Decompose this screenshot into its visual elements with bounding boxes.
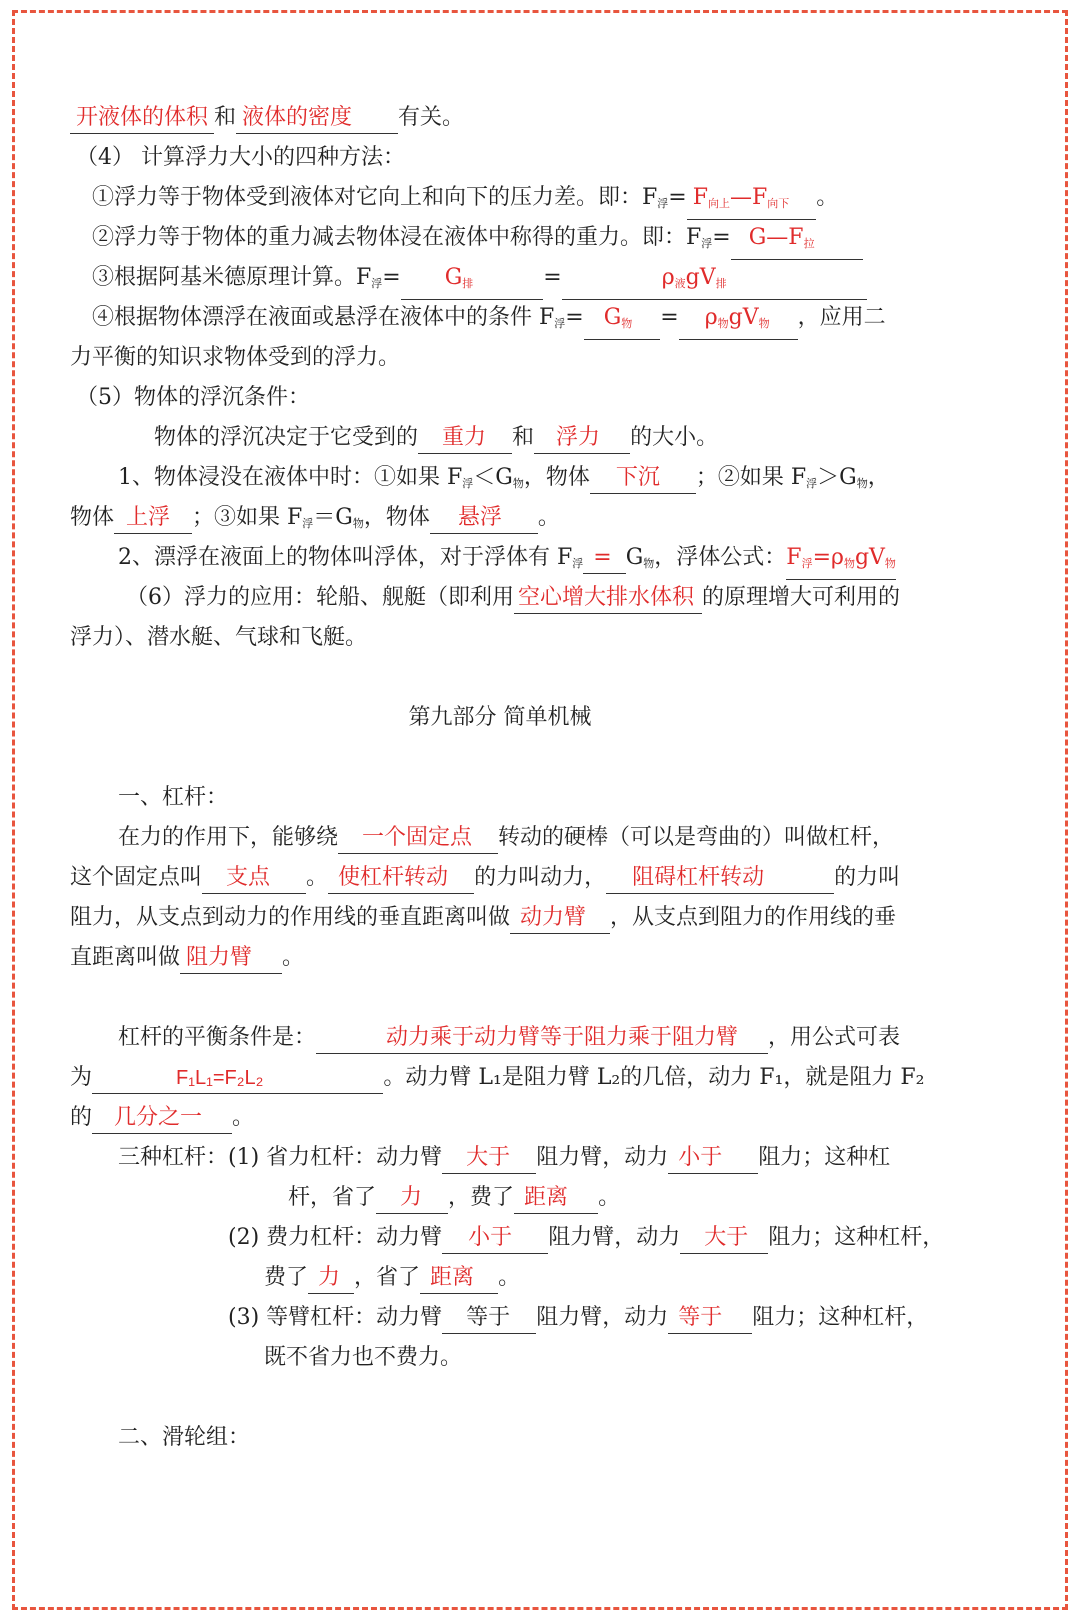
subscript: 浮 (554, 317, 566, 330)
answer-blank: 大于 (680, 1223, 768, 1254)
answer-blank: 小于 (442, 1223, 548, 1254)
text: ③根据阿基米德原理计算。F (92, 265, 372, 290)
answer-blank: 下沉 (590, 463, 696, 494)
text-line: 1、物体浸没在液体中时：①如果 $F_浮<G_物$，物体 下沉 ；②如果 $F_浮>G_物$， (70, 458, 970, 498)
text: 和 (512, 425, 535, 450)
text: ②浮力等于物体的重力减去物体浸在液体中称得的重力。即：F (92, 225, 702, 250)
text-line: 阻力，从支点到动力的作用线的垂直距离叫做 动力臂 ，从支点到阻力的作用线的垂 (70, 898, 970, 938)
text-line: （5）物体的浮沉条件： (76, 385, 310, 410)
answer-blank: $F_浮=\rho_物gV_物$ (786, 543, 896, 580)
text-line (70, 178, 970, 218)
answer-blank: 上浮 (114, 503, 192, 534)
text-line: （4） 计算浮力大小的四种方法： (76, 145, 405, 170)
text-line: （6）浮力的应用：轮船、舰艇（即利用 空心增大排水体积 的原理增大可利用的 (70, 578, 970, 618)
text: 的大小。 (630, 425, 719, 450)
text-line: 2、漂浮在液面上的物体叫浮体，对于浮体有 $F_浮 = G_物$，浮体公式：$F_浮=\rho_物gV_物$ (70, 538, 970, 578)
answer-blank: 等于 (668, 1303, 752, 1334)
answer-blank: $F_{向上}—F_{向下}$ (687, 183, 817, 220)
text: = (543, 265, 562, 290)
text-line: 费了 力 ，省了 距离 。 (70, 1258, 970, 1298)
subsection-title: 二、滑轮组： (118, 1425, 251, 1450)
text-line: (2) 费力杠杆：动力臂 小于 阻力臂，动力 大于 阻力；这种杠杆， (70, 1218, 970, 1258)
text: 物体的浮沉决定于它受到的 (154, 425, 419, 450)
text: 和 (214, 105, 237, 130)
answer-blank: 力 (376, 1183, 448, 1214)
answer-blank: $G—F_拉$ (731, 223, 863, 260)
section-heading: 第九部分 简单机械 (408, 705, 592, 730)
text-line (70, 98, 970, 138)
text-line: 为 F₁L₁=F₂L₂ 。动力臂 L₁是阻力臂 L₂的几倍，动力 F₁，就是阻力 F₂ (70, 1058, 970, 1098)
text-line: 的 几分之一 。 (70, 1098, 970, 1138)
text-line: 在力的作用下，能够绕 一个固定点 转动的硬棒（可以是弯曲的）叫做杠杆， (70, 818, 970, 858)
answer-blank: 距离 (514, 1183, 598, 1214)
answer-blank: 动力乘于动力臂等于阻力乘于阻力臂 (316, 1023, 768, 1054)
text-line: 这个固定点叫 支点 。 使杠杆转动 的力叫动力， 阻碍杠杆转动 的力叫 (70, 858, 970, 898)
answer-blank: 液体的密度 (236, 103, 398, 134)
answer-blank: 浮力 (534, 423, 630, 454)
text-line (70, 418, 970, 458)
answer-blank: 距离 (420, 1263, 498, 1294)
answer-blank: $G_物$ (584, 303, 661, 340)
text: = (660, 305, 679, 330)
answer-blank: 阻力臂 (180, 943, 282, 974)
text-line: 力平衡的知识求物体受到的浮力。 (70, 345, 401, 370)
text: ①浮力等于物体受到液体对它向上和向下的压力差。即：F (92, 185, 658, 210)
text: 有关。 (398, 105, 465, 130)
subscript: 浮 (657, 197, 669, 210)
answer-blank: $G_排$ (401, 263, 544, 300)
answer-blank: = (583, 543, 625, 574)
text-line: 杆，省了 力 ，费了 距离 。 (70, 1178, 970, 1218)
document-body (70, 98, 970, 1458)
answer-blank: 力 (308, 1263, 354, 1294)
answer-blank: 几分之一 (92, 1103, 232, 1134)
text-line: 物体 上浮 ；③如果 $F_浮=G_物$，物体 悬浮 。 (70, 498, 970, 538)
subsection-title: 一、杠杆： (118, 785, 229, 810)
text: = (565, 305, 584, 330)
text-line: 既不省力也不费力。 (264, 1345, 463, 1370)
answer-blank: 小于 (668, 1143, 758, 1174)
text: = (668, 185, 687, 210)
subscript: 浮 (371, 277, 383, 290)
text-line: 浮力）、潜水艇、气球和飞艇。 (70, 625, 368, 650)
text: = (382, 265, 401, 290)
text: ，应用二 (797, 305, 886, 330)
text-line (70, 258, 970, 298)
answer-blank: 阻碍杠杆转动 (606, 863, 834, 894)
text-line: 直距离叫做 阻力臂 。 (70, 938, 970, 978)
answer-blank: 动力臂 (510, 903, 610, 934)
text: ④根据物体漂浮在液面或悬浮在液体中的条件 F (92, 305, 555, 330)
answer-blank: F₁L₁=F₂L₂ (92, 1063, 383, 1094)
text-line: 三种杠杆：(1) 省力杠杆：动力臂 大于 阻力臂，动力 小于 阻力；这种杠 (70, 1138, 970, 1178)
answer-blank: 大于 (442, 1143, 536, 1174)
answer-blank: 支点 (202, 863, 306, 894)
answer-blank: 重力 (418, 423, 512, 454)
text-line (70, 298, 970, 338)
answer-blank: $\rho_物gV_物$ (679, 303, 798, 340)
answer-blank: 悬浮 (430, 503, 538, 534)
text-line (70, 218, 970, 258)
text-line: (3) 等臂杠杆：动力臂 等于 阻力臂，动力 等于 阻力；这种杠杆， (70, 1298, 970, 1338)
answer-blank: 开液体的体积 (70, 103, 214, 134)
answer-blank: 使杠杆转动 (328, 863, 474, 894)
answer-blank: 空心增大排水体积 (514, 583, 702, 614)
text: 。 (816, 185, 839, 210)
answer-blank: 等于 (442, 1303, 536, 1334)
text-line: 杠杆的平衡条件是： 动力乘于动力臂等于阻力乘于阻力臂 ，用公式可表 (70, 1018, 970, 1058)
text: = (712, 225, 731, 250)
answer-blank: $\rho_液gV_排$ (562, 263, 867, 300)
subscript: 浮 (701, 237, 713, 250)
answer-blank: 一个固定点 (338, 823, 498, 854)
